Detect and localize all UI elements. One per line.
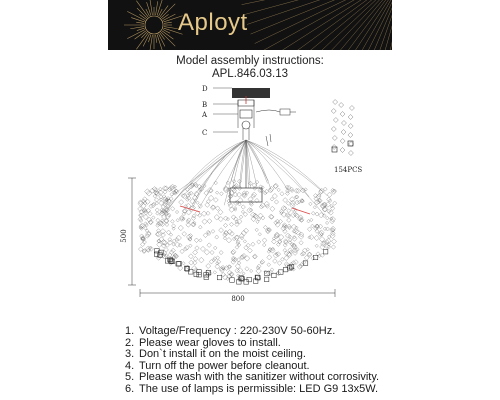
instruction-item: 5. Please wash with the sanitizer without corrosivity. bbox=[125, 371, 380, 384]
brand-name: Aployt bbox=[178, 9, 248, 36]
label-c: C bbox=[202, 129, 208, 137]
width-dimension: 800 bbox=[231, 295, 245, 303]
crystal-strand-detail bbox=[331, 100, 354, 156]
label-b: B bbox=[202, 101, 208, 109]
ceiling-canopy bbox=[232, 88, 270, 98]
instruction-item: 2. Please wear gloves to install. bbox=[125, 336, 281, 349]
instruction-item: 3. Don`t install it on the moist ceiling. bbox=[125, 348, 306, 361]
pieces-count: 154PCS bbox=[334, 166, 363, 174]
instructions-list bbox=[125, 326, 379, 396]
wiring-detail bbox=[256, 109, 296, 146]
instruction-item: 6. The use of lamps is permissible: LED G9 13x5W. bbox=[125, 382, 379, 395]
model-number: APL.846.03.13 bbox=[211, 68, 289, 80]
instruction-item: 4. Turn off the power before cleanout. bbox=[125, 359, 310, 372]
suspension-wires bbox=[159, 140, 327, 216]
height-dimension: 500 bbox=[120, 229, 128, 243]
instruction-item: 1. Voltage/Frequency : 220-230V 50-60Hz. bbox=[125, 325, 336, 337]
label-d: D bbox=[202, 85, 208, 93]
page-title: Model assembly instructions: bbox=[176, 55, 324, 67]
label-a: A bbox=[202, 111, 208, 119]
